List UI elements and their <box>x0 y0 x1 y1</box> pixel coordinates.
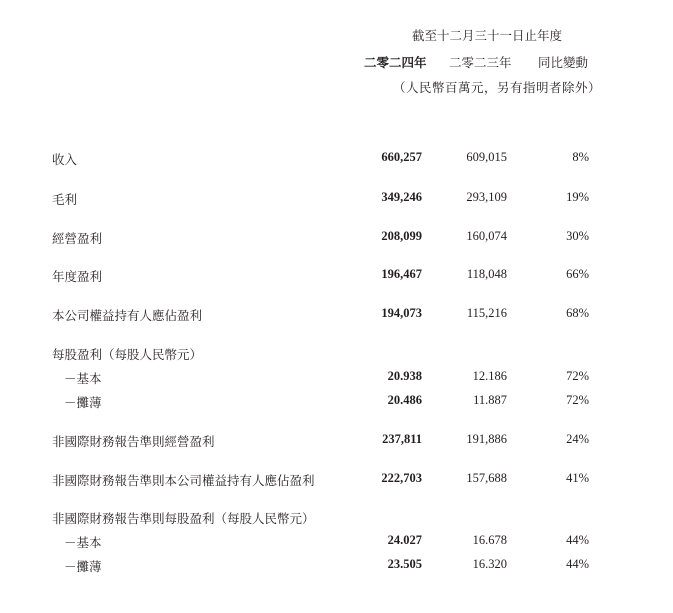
table-section-row <box>0 345 673 365</box>
row-label: 毛利 <box>52 193 78 207</box>
value-2024: 23.505 <box>387 557 422 571</box>
row-label: －攤薄 <box>64 560 102 574</box>
value-change: 19% <box>566 190 589 204</box>
row-label: 年度盈利 <box>52 270 103 284</box>
value-change: 72% <box>566 393 589 407</box>
table-row <box>0 432 673 452</box>
row-label: 每股盈利（每股人民幣元） <box>52 348 203 362</box>
value-2024: 24.027 <box>387 533 422 547</box>
row-label: 非國際財務報告準則每股盈利（每股人民幣元） <box>52 512 315 526</box>
table-row <box>0 557 673 577</box>
row-label: －攤薄 <box>64 396 102 410</box>
value-2024: 660,257 <box>381 150 422 164</box>
value-2023: 16.320 <box>472 557 507 571</box>
value-2024: 237,811 <box>382 432 422 446</box>
value-change: 8% <box>572 150 589 164</box>
table-row <box>0 267 673 287</box>
column-header-change: 同比變動 <box>538 56 589 70</box>
value-2024: 20.486 <box>387 393 422 407</box>
table-row <box>0 190 673 210</box>
value-2023: 12.186 <box>472 369 507 383</box>
value-change: 72% <box>566 369 589 383</box>
table-row <box>0 150 673 170</box>
value-change: 30% <box>566 229 589 243</box>
table-row <box>0 369 673 389</box>
value-change: 24% <box>566 432 589 446</box>
value-2024: 349,246 <box>381 190 422 204</box>
value-2023: 16.678 <box>472 533 507 547</box>
row-label: 非國際財務報告準則本公司權益持有人應佔盈利 <box>52 474 315 488</box>
value-change: 41% <box>566 471 589 485</box>
value-2023: 115,216 <box>466 306 507 320</box>
table-row <box>0 533 673 553</box>
value-2023: 118,048 <box>466 267 507 281</box>
row-label: －基本 <box>64 536 102 550</box>
table-row <box>0 471 673 491</box>
value-change: 44% <box>566 557 589 571</box>
value-2024: 196,467 <box>381 267 422 281</box>
value-2024: 20.938 <box>387 369 422 383</box>
row-label: 非國際財務報告準則經營盈利 <box>52 435 215 449</box>
value-2023: 157,688 <box>466 471 507 485</box>
row-label: 本公司權益持有人應佔盈利 <box>52 309 203 323</box>
column-header-2023: 二零二三年 <box>449 56 512 70</box>
unit-note: （人民幣百萬元，另有指明者除外） <box>393 81 602 95</box>
row-label: 收入 <box>52 153 78 167</box>
value-change: 44% <box>566 533 589 547</box>
table-row <box>0 306 673 326</box>
value-2023: 191,886 <box>466 432 507 446</box>
row-label: －基本 <box>64 372 102 386</box>
value-2023: 11.887 <box>473 393 507 407</box>
value-2023: 609,015 <box>466 150 507 164</box>
table-row <box>0 229 673 249</box>
value-2024: 194,073 <box>381 306 422 320</box>
value-change: 66% <box>566 267 589 281</box>
value-change: 68% <box>566 306 589 320</box>
value-2024: 222,703 <box>381 471 422 485</box>
column-header-2024: 二零二四年 <box>364 56 427 70</box>
value-2023: 293,109 <box>466 190 507 204</box>
period-header: 截至十二月三十一日止年度 <box>412 29 563 43</box>
table-row <box>0 393 673 413</box>
value-2024: 208,099 <box>381 229 422 243</box>
row-label: 經營盈利 <box>52 232 103 246</box>
table-section-row <box>0 509 673 529</box>
value-2023: 160,074 <box>466 229 507 243</box>
